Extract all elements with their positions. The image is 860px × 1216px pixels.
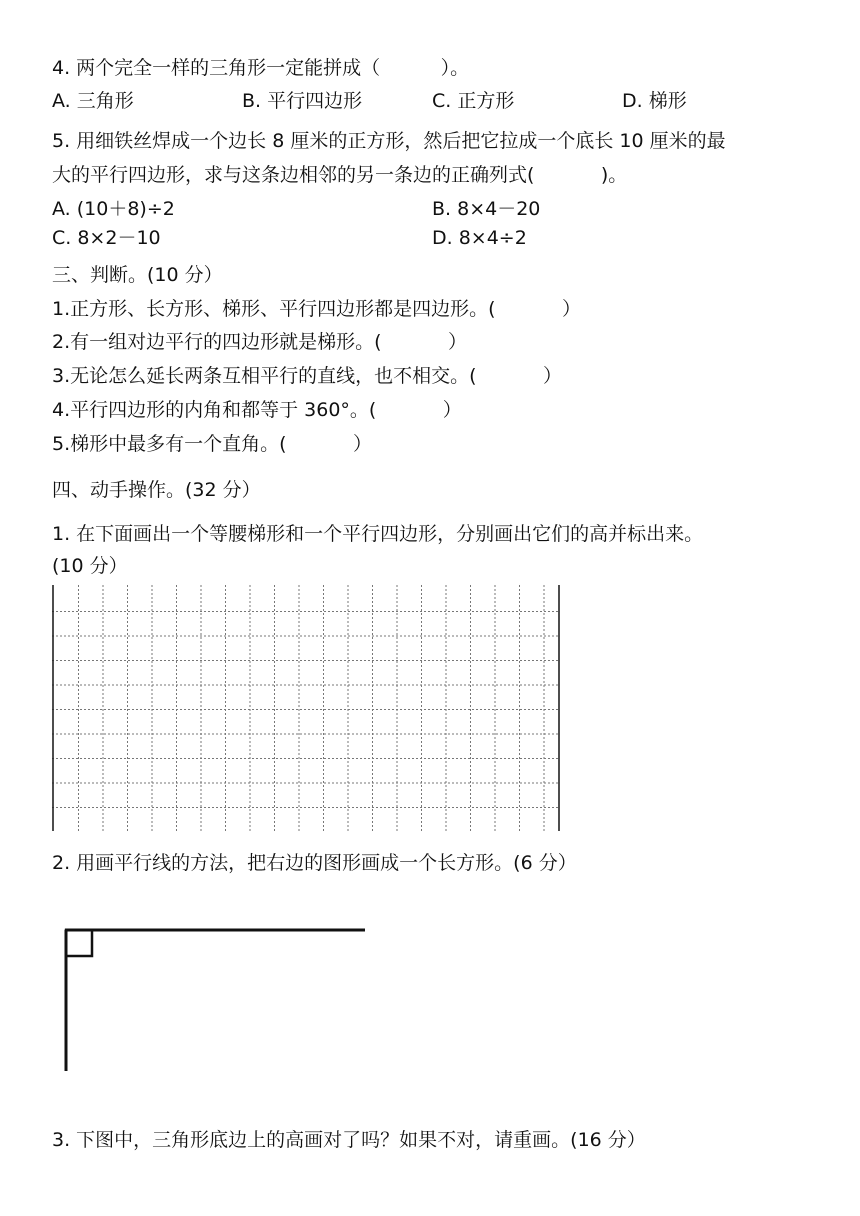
- question-4-option-d: D. 梯形: [622, 90, 687, 112]
- hands-on-question-1-line-2: (10 分）: [52, 555, 128, 577]
- question-5-line-2: 大的平行四边形，求与这条边相邻的另一条边的正确列式( )。: [52, 164, 628, 186]
- right-angle-figure: [60, 925, 370, 1075]
- question-4-option-a: A. 三角形: [52, 90, 134, 112]
- dotted-grid-drawing-area[interactable]: [52, 585, 560, 831]
- hands-on-question-1-line-1: 1. 在下面画出一个等腰梯形和一个平行四边形，分别画出它们的高并标出来。: [52, 523, 704, 545]
- judgement-item-2: 2.有一组对边平行的四边形就是梯形。( ）: [52, 331, 467, 353]
- section-4-heading: 四、动手操作。(32 分）: [52, 479, 261, 501]
- hands-on-question-2: 2. 用画平行线的方法，把右边的图形画成一个长方形。(6 分）: [52, 852, 577, 874]
- hands-on-question-3: 3. 下图中，三角形底边上的高画对了吗？如果不对，请重画。(16 分）: [52, 1129, 646, 1151]
- question-4-option-c: C. 正方形: [432, 90, 515, 112]
- question-5-option-b: B. 8×4－20: [432, 198, 541, 220]
- judgement-item-3: 3.无论怎么延长两条互相平行的直线，也不相交。( ）: [52, 365, 562, 387]
- question-5-option-d: D. 8×4÷2: [432, 227, 527, 249]
- judgement-item-5: 5.梯形中最多有一个直角。( ）: [52, 433, 372, 455]
- section-3-heading: 三、判断。(10 分）: [52, 264, 223, 286]
- judgement-item-4: 4.平行四边形的内角和都等于 360°。( ）: [52, 399, 462, 421]
- question-4-option-b: B. 平行四边形: [242, 90, 363, 112]
- question-4-text: 4. 两个完全一样的三角形一定能拼成（ ）。: [52, 57, 470, 79]
- question-5-option-a: A. (10＋8)÷2: [52, 198, 175, 220]
- question-5-line-1: 5. 用细铁丝焊成一个边长 8 厘米的正方形，然后把它拉成一个底长 10 厘米的最: [52, 130, 726, 152]
- question-5-option-c: C. 8×2－10: [52, 227, 161, 249]
- judgement-item-1: 1.正方形、长方形、梯形、平行四边形都是四边形。( ）: [52, 298, 581, 320]
- right-angle-marker: [66, 930, 92, 956]
